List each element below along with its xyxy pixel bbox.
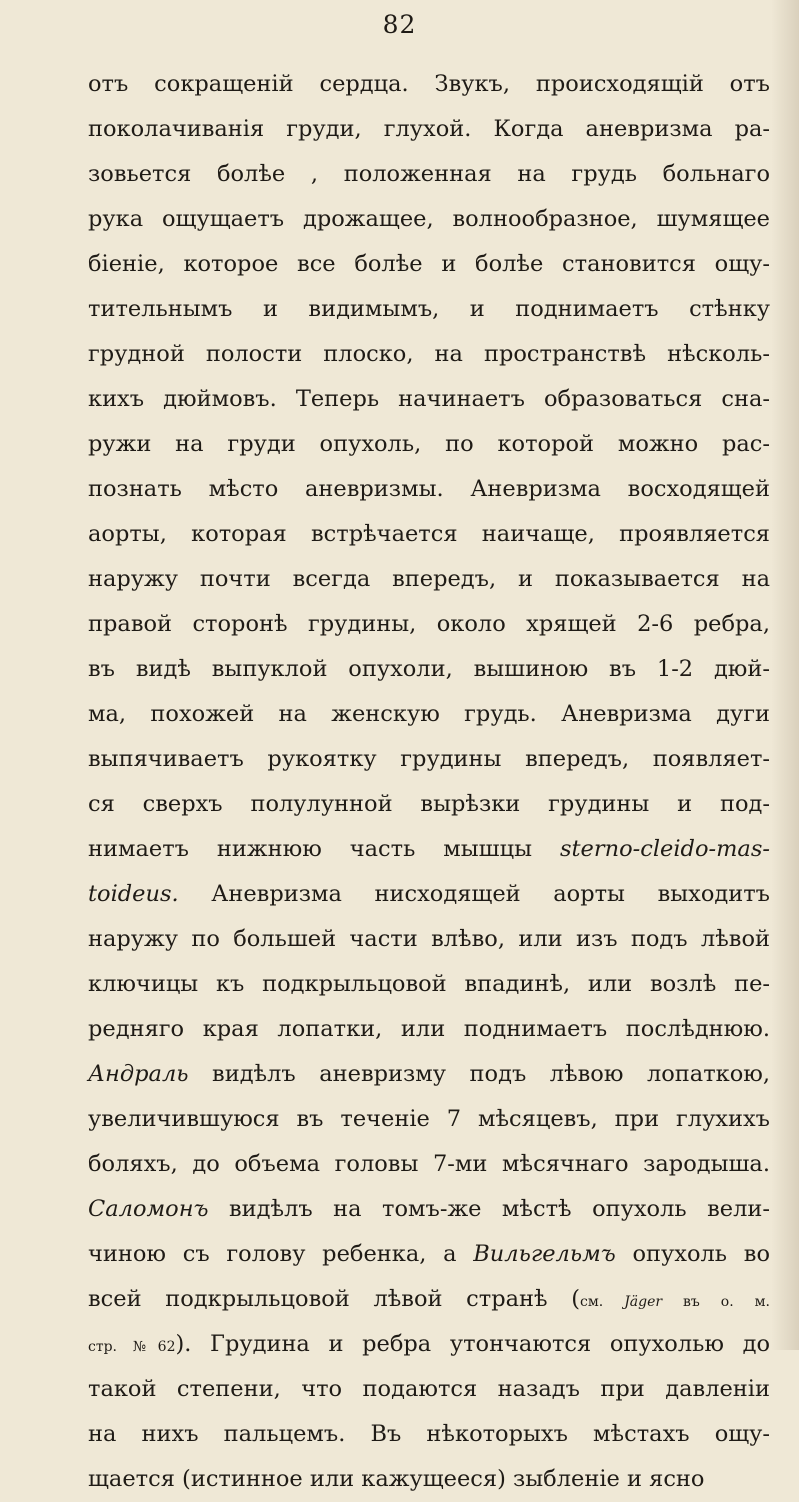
page-edge-shadow [771, 0, 799, 1350]
text-line [88, 917, 770, 962]
text-segment: всей подкрыльцовой лѣвой странѣ ( [88, 1286, 581, 1312]
text-segment: рука ощущаетъ дрожащее, волнообразное, шумящее [88, 206, 770, 232]
text-segment: Саломонъ [88, 1196, 209, 1222]
text-line [88, 1367, 770, 1412]
text-line [88, 692, 770, 737]
text-segment: поколачиванія груди, глухой. Когда аневризма ра- [88, 116, 770, 142]
text-segment: щается (истинное или кажущееся) зыбленіе и ясно [88, 1466, 705, 1492]
text-segment: Аневризма нисходящей аорты выходитъ [178, 881, 770, 907]
text-line [88, 737, 770, 782]
text-line [88, 422, 770, 467]
text-segment: кихъ дюймовъ. Теперь начинаетъ образоваться сна- [88, 386, 770, 412]
text-segment: познать мѣсто аневризмы. Аневризма восходящей [88, 476, 770, 502]
text-line [88, 557, 770, 602]
text-segment: ). Грудина и ребра утончаются опухолью до [175, 1331, 770, 1357]
text-segment: Андраль [88, 1061, 189, 1087]
text-segment: увеличившуюся въ теченіе 7 мѣсяцевъ, при глухихъ [88, 1106, 770, 1132]
text-segment: ма, похожей на женскую грудь. Аневризма дуги [88, 701, 770, 727]
text-segment: наружу по большей части влѣво, или изъ подъ лѣвой [88, 926, 770, 952]
text-line [88, 1232, 770, 1277]
text-segment: боляхъ, до объема головы 7-ми мѣсячнаго зародыша. [88, 1151, 770, 1177]
text-segment: грудной полости плоско, на пространствѣ нѣсколь- [88, 341, 770, 367]
text-segment: см. [580, 1294, 625, 1310]
text-segment: ся сверхъ полулунной вырѣзки грудины и под- [88, 791, 770, 817]
text-segment: правой сторонѣ грудины, около хрящей 2-6 ребра, [88, 611, 770, 637]
text-segment: въ о. м. [662, 1294, 770, 1310]
text-segment: toideus. [88, 881, 179, 907]
text-segment: тительнымъ и видимымъ, и поднимаетъ стѣнку [88, 296, 770, 322]
text-line [88, 332, 770, 377]
page-number: 82 [382, 10, 417, 39]
text-segment: Вильгельмъ [473, 1241, 616, 1267]
text-segment: видѣлъ на томъ-же мѣстѣ опухоль вели- [208, 1196, 770, 1222]
text-segment: ключицы къ подкрыльцовой впадинѣ, или возлѣ пе- [88, 971, 770, 997]
text-line [88, 152, 770, 197]
text-line [88, 1187, 770, 1232]
text-segment: на нихъ пальцемъ. Въ нѣкоторыхъ мѣстахъ ощу- [88, 1421, 770, 1447]
text-segment: въ видѣ выпуклой опухоли, вышиною въ 1-2 дюй- [88, 656, 770, 682]
text-segment: ружи на груди опухоль, по которой можно рас- [88, 431, 770, 457]
text-segment: біеніе, которое все болѣе и болѣе становится ощу- [88, 251, 770, 277]
text-segment: редняго края лопатки, или поднимаетъ послѣднюю. [88, 1016, 770, 1042]
text-line [88, 377, 770, 422]
text-line [88, 62, 770, 107]
text-line [88, 1097, 770, 1142]
text-line [88, 242, 770, 287]
text-line [88, 107, 770, 152]
text-segment: наружу почти всегда впередъ, и показывается на [88, 566, 770, 592]
text-segment: видѣлъ аневризму подъ лѣвою лопаткою, [188, 1061, 770, 1087]
text-segment: стр. №62 [88, 1339, 176, 1355]
text-line [88, 962, 770, 1007]
text-line [88, 467, 770, 512]
text-line [88, 872, 770, 917]
text-line [88, 1322, 770, 1367]
text-line [88, 1052, 770, 1097]
text-line [88, 1412, 770, 1457]
text-segment: чиною съ голову ребенка, а [88, 1241, 474, 1267]
text-segment: опухоль во [615, 1241, 770, 1267]
text-segment: отъ сокращеній сердца. Звукъ, происходящій отъ [88, 71, 770, 97]
text-line [88, 602, 770, 647]
text-segment: нимаетъ нижнюю часть мышцы [88, 836, 560, 862]
text-line [88, 782, 770, 827]
text-line [88, 287, 770, 332]
text-line [88, 512, 770, 557]
text-line [88, 827, 770, 872]
text-line [88, 1142, 770, 1187]
text-line [88, 1457, 770, 1502]
text-line [88, 647, 770, 692]
text-segment: зовьется болѣе , положенная на грудь больнаго [88, 161, 770, 187]
text-segment: Jäger [624, 1294, 663, 1310]
text-line [88, 1007, 770, 1052]
text-segment: такой степени, что подаются назадъ при давленіи [88, 1376, 770, 1402]
text-segment: аорты, которая встрѣчается наичаще, проявляется [88, 521, 770, 547]
body-text [88, 62, 770, 1502]
text-line [88, 197, 770, 242]
text-segment: sterno-cleido-mas- [559, 836, 770, 862]
text-line [88, 1277, 770, 1322]
text-segment: выпячиваетъ рукоятку грудины впередъ, появляет- [88, 746, 770, 772]
